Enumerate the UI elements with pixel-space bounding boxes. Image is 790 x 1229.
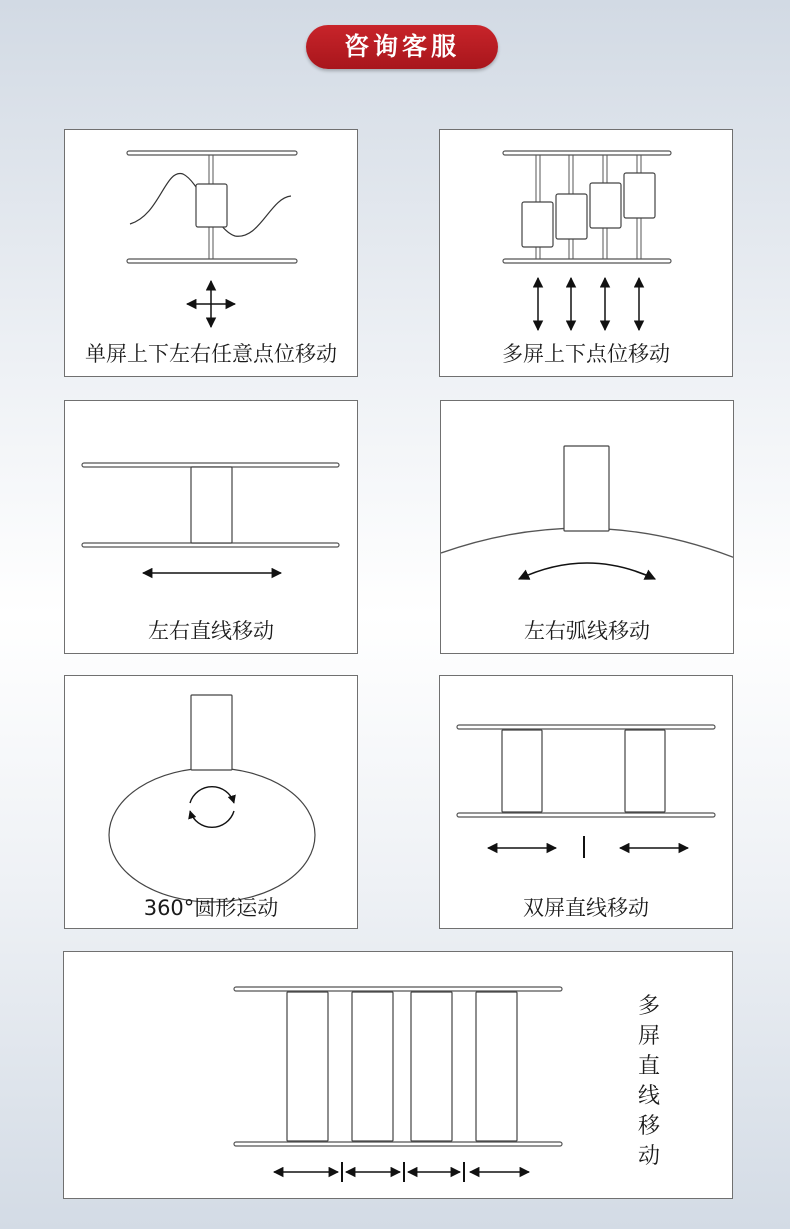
panel-multi-screen-linear	[63, 951, 733, 1199]
top-rail	[457, 725, 715, 729]
screen-block-2	[352, 992, 393, 1141]
top-rail	[503, 151, 671, 155]
caption-char: 线	[637, 1084, 660, 1109]
panel-horizontal-arc	[440, 400, 734, 654]
circular-track	[109, 768, 315, 902]
panel-single-screen-any-point	[64, 129, 358, 377]
panel-caption: 单屏上下左右任意点位移动	[85, 342, 337, 366]
caption-char: 移	[637, 1114, 660, 1139]
multi-screen-linear-diagram	[64, 952, 733, 1199]
screen-block	[564, 446, 609, 531]
panel-multi-screen-vertical	[439, 129, 733, 377]
bottom-rail	[457, 813, 715, 817]
bottom-rail	[234, 1142, 562, 1146]
screen-block-left	[502, 730, 542, 812]
screen-block-4	[476, 992, 517, 1141]
screen-block-4	[624, 173, 655, 218]
bottom-rail	[503, 259, 671, 263]
caption-char: 动	[637, 1144, 660, 1169]
caption-char: 直	[637, 1054, 660, 1079]
arc-track	[441, 528, 734, 558]
panel-dual-screen-linear	[439, 675, 733, 929]
panel-circular-motion	[64, 675, 358, 929]
screen-block-3	[590, 183, 621, 228]
vertical-caption	[634, 992, 664, 1172]
panel-caption: 左右直线移动	[148, 619, 274, 643]
panel-caption: 左右弧线移动	[524, 619, 650, 643]
screen-block	[191, 695, 232, 770]
screen-block-3	[411, 992, 452, 1141]
screen-block	[196, 184, 227, 227]
screen-block-1	[522, 202, 553, 247]
panel-caption: 多屏上下点位移动	[502, 342, 670, 366]
screen-block	[191, 467, 232, 543]
top-rail	[82, 463, 339, 467]
panel-horizontal-linear	[64, 400, 358, 654]
consult-service-badge[interactable]: 咨询客服	[306, 25, 498, 69]
screen-block-2	[556, 194, 587, 239]
top-rail	[234, 987, 562, 991]
bottom-rail	[127, 259, 297, 263]
screen-block-1	[287, 992, 328, 1141]
caption-char: 屏	[637, 1024, 660, 1049]
panel-caption: 360°圆形运动	[143, 896, 279, 920]
panel-caption: 双屏直线移动	[523, 896, 649, 920]
screen-block-right	[625, 730, 665, 812]
arc-arrow	[519, 563, 655, 579]
top-rail	[127, 151, 297, 155]
caption-char: 多	[637, 994, 660, 1019]
